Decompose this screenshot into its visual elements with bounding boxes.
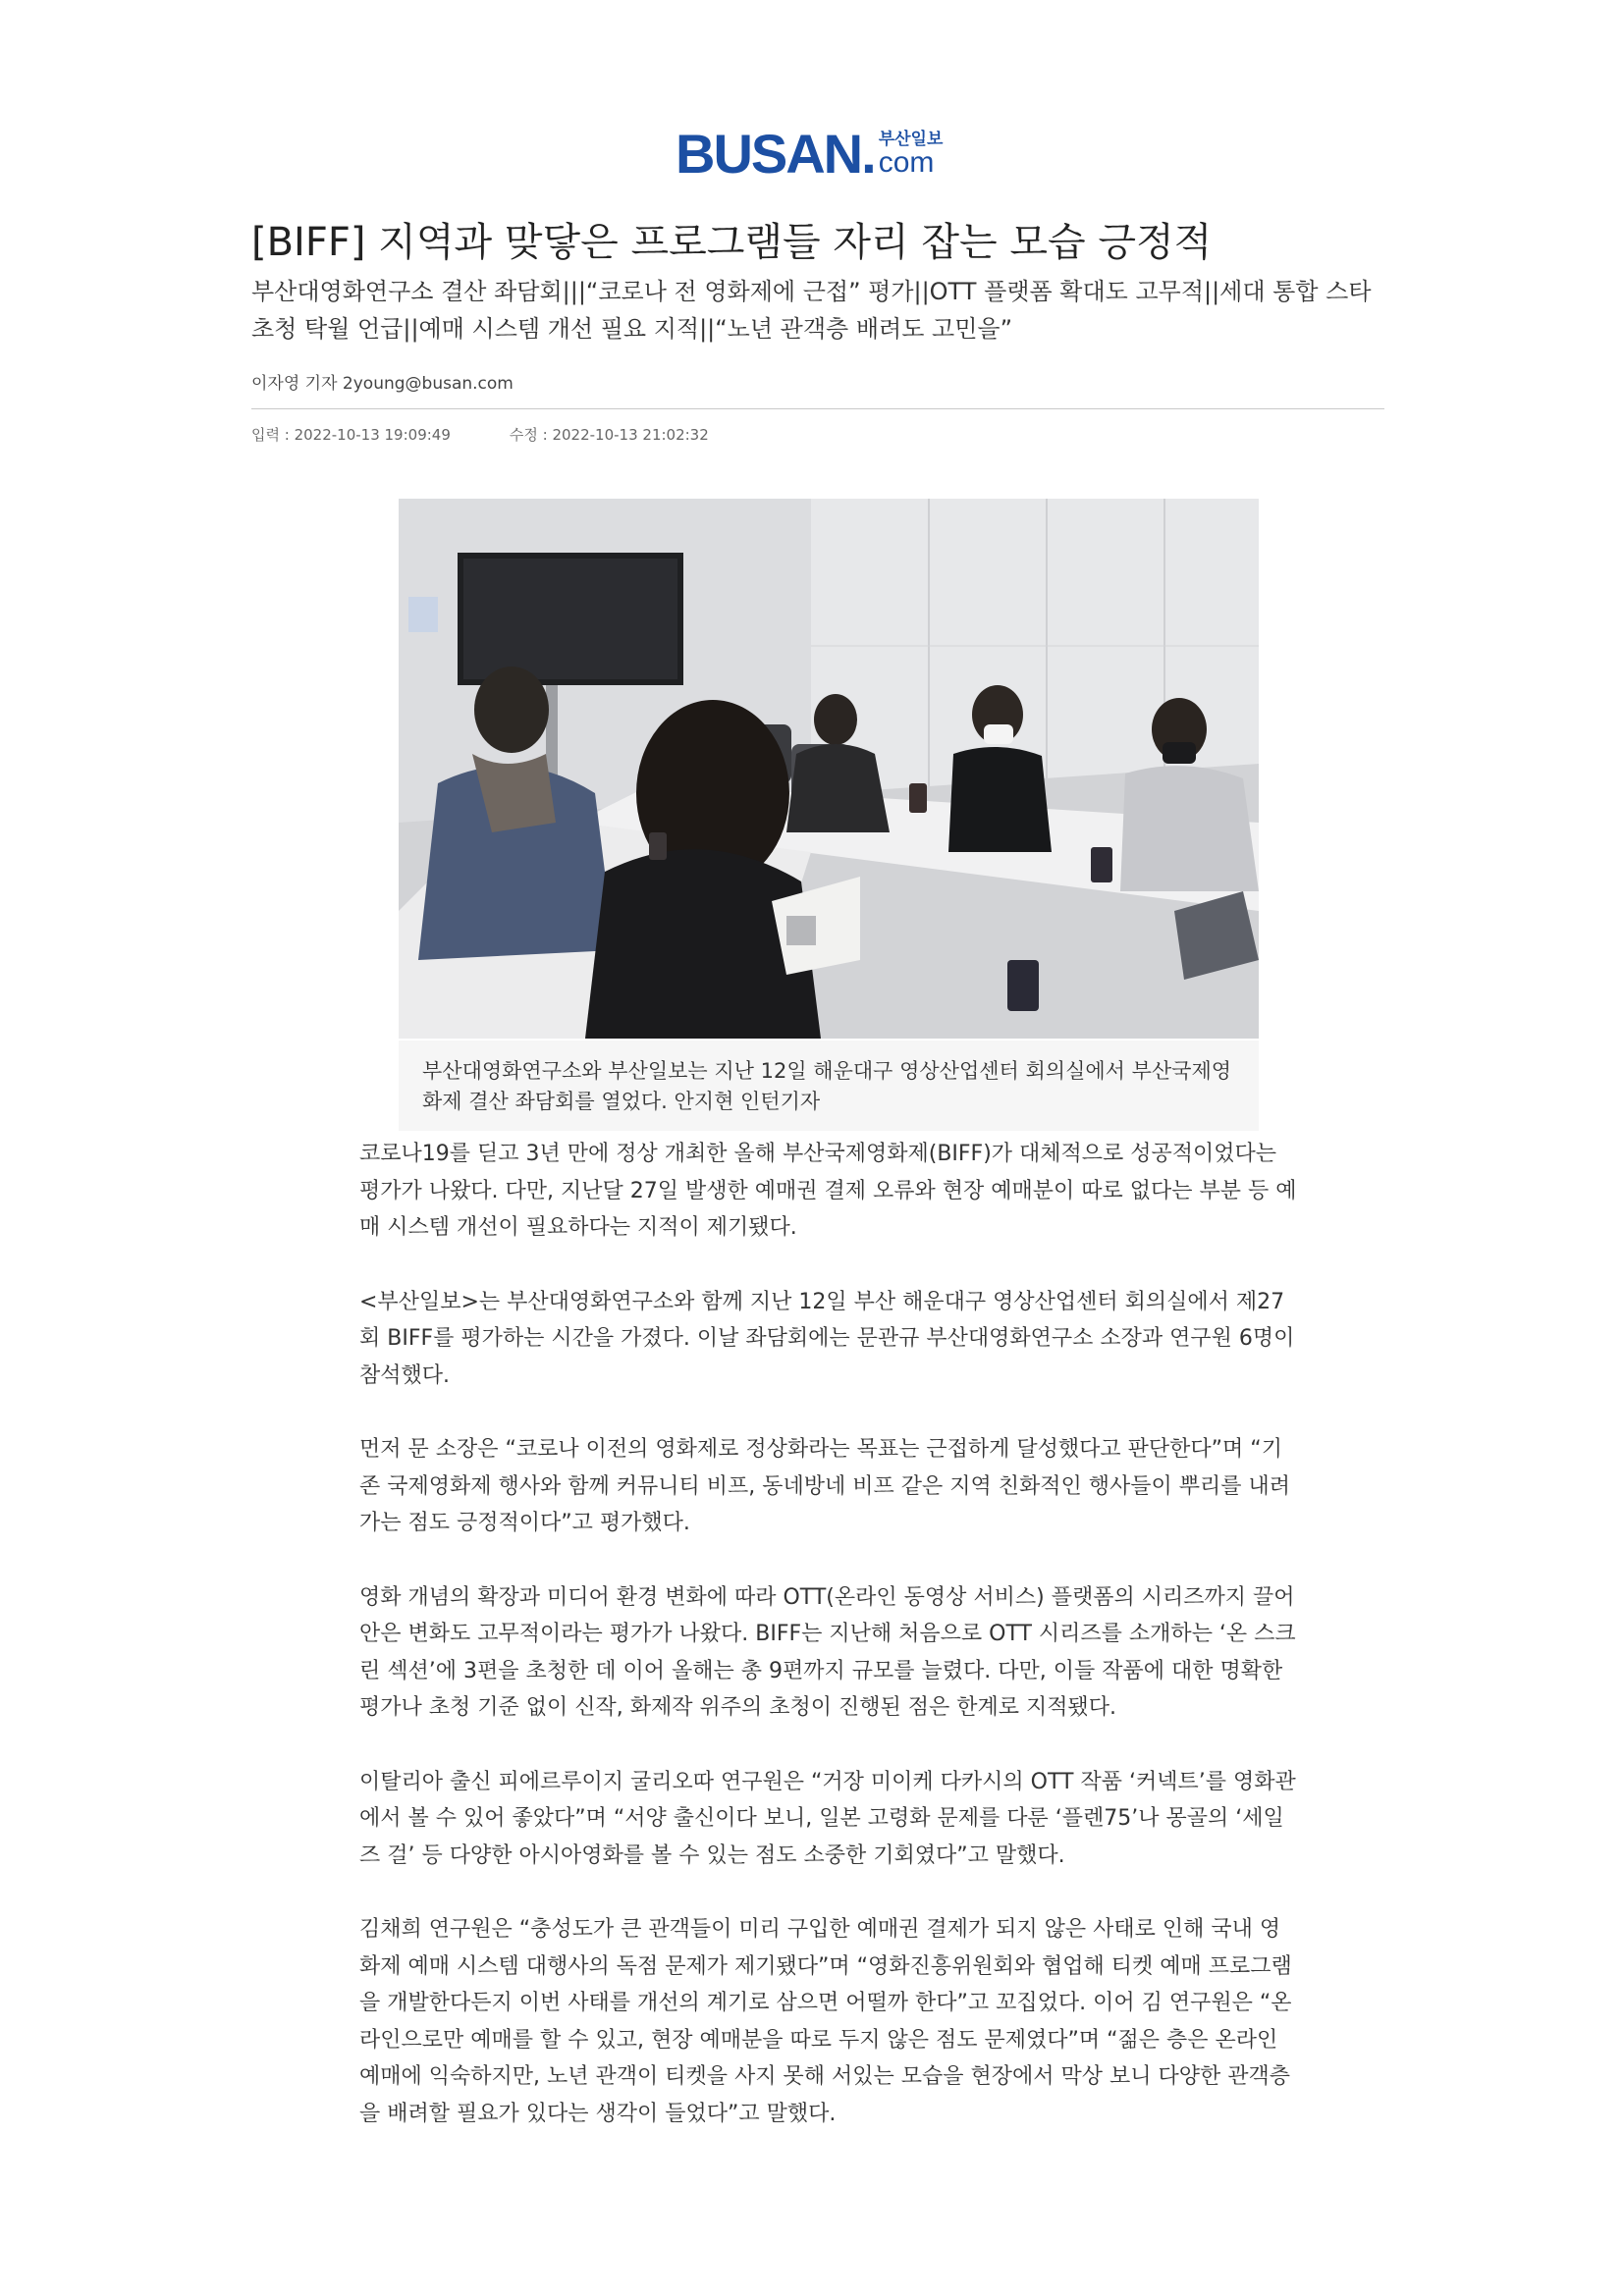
logo-korean: 부산일보	[878, 130, 944, 149]
article-headline: [BIFF] 지역과 맞닿은 프로그램들 자리 잡는 모습 긍정적	[251, 220, 1213, 265]
photo-caption-box	[399, 1041, 1259, 1131]
paragraph: 김채희 연구원은 “충성도가 큰 관객들이 미리 구입한 예매권 결제가 되지 않은 사태로 인해 국내 영화제 예매 시스템 대행사의 독점 문제가 제기됐다”며 “영화진흥위원회와 협업해 티켓 예매 프로그램을 개발한다든지 이번 사태를 개선의 계기로 삼으면 어떨까 한다”고 꼬집었다. 이어 김 연구원은 “온라인으로만 예매를 할 수 있고, 현장 예매분을 따로 두지 않은 점도 문제였다”며 “젊은 층은 온라인 예매에 익숙하지만, 노년 관객이 티켓을 사지 못해 서있는 모습을 현장에서 막상 보니 다양한 관객층을 배려할 필요가 있다는 생각이 들었다”고 말했다.	[359, 1917, 1292, 2126]
photo-caption: 부산대영화연구소와 부산일보는 지난 12일 해운대구 영상산업센터 회의실에서 부산국제영화제 결산 좌담회를 열었다. 안지현 인턴기자	[422, 1059, 1232, 1113]
logo-wordmark: BUSAN	[676, 123, 862, 185]
logo-suffix	[879, 131, 944, 182]
paragraph: <부산일보>는 부산대영화연구소와 함께 지난 12일 부산 해운대구 영상산업센터 회의실에서 제27회 BIFF를 평가하는 시간을 가졌다. 이날 좌담회에는 문관규 부산대영화연구소 소장과 연구원 6명이 참석했다.	[359, 1289, 1295, 1388]
article-dates	[251, 424, 709, 445]
paragraph: 먼저 문 소장은 “코로나 이전의 영화제로 정상화라는 목표는 근접하게 달성했다고 판단한다”며 “기존 국제영화제 행사와 함께 커뮤니티 비프, 동네방네 비프 같은 지역 친화적인 행사들이 뿌리를 내려가는 점도 긍정적이다”고 평가했다.	[359, 1437, 1290, 1535]
input-date: 입력 : 2022-10-13 19:09:49	[251, 426, 451, 444]
byline: 이자영 기자 2young@busan.com	[251, 374, 514, 394]
modified-date: 수정 : 2022-10-13 21:02:32	[509, 426, 709, 444]
article-subtitle: 부산대영화연구소 결산 좌담회|||“코로나 전 영화제에 근접” 평가||OTT 플랫폼 확대도 고무적||세대 통합 스타초청 탁월 언급||예매 시스템 개선 필요 지적||“노년 관객층 배려도 고민을”	[251, 278, 1372, 343]
site-logo[interactable]	[676, 123, 944, 185]
paragraph: 영화 개념의 확장과 미디어 환경 변화에 따라 OTT(온라인 동영상 서비스) 플랫폼의 시리즈까지 끌어안은 변화도 고무적이라는 평가가 나왔다. BIFF는 지난해 처음으로 OTT 시리즈를 소개하는 ‘온 스크린 섹션’에 3편을 초청한 데 이어 올해는 총 9편까지 규모를 늘렸다. 다만, 이들 작품에 대한 명확한 평가나 초청 기준 없이 신작, 화제작 위주의 초청이 진행된 점은 한계로 지적됐다.	[359, 1584, 1296, 1720]
paragraph: 코로나19를 딛고 3년 만에 정상 개최한 올해 부산국제영화제(BIFF)가 대체적으로 성공적이었다는 평가가 나왔다. 다만, 지난달 27일 발생한 예매권 결제 오류와 현장 예매분이 따로 없다는 부분 등 예매 시스템 개선이 필요하다는 지적이 제기됐다.	[359, 1142, 1297, 1240]
paragraph: 이탈리아 출신 피에르루이지 굴리오따 연구원은 “거장 미이케 다카시의 OTT 작품 ‘커넥트’를 영화관에서 볼 수 있어 좋았다”며 “서양 출신이다 보니, 일본 고령화 문제를 다룬 ‘플렌75’나 몽골의 ‘세일즈 걸’ 등 다양한 아시아영화를 볼 수 있는 점도 소중한 기회였다”고 말했다.	[359, 1769, 1296, 1868]
logo-dot: .	[861, 123, 877, 185]
article-body	[359, 1136, 1300, 2169]
article-photo	[399, 499, 1259, 1039]
divider	[251, 408, 1384, 409]
meeting-photo	[399, 499, 1259, 1039]
logo-com: com	[878, 146, 935, 179]
